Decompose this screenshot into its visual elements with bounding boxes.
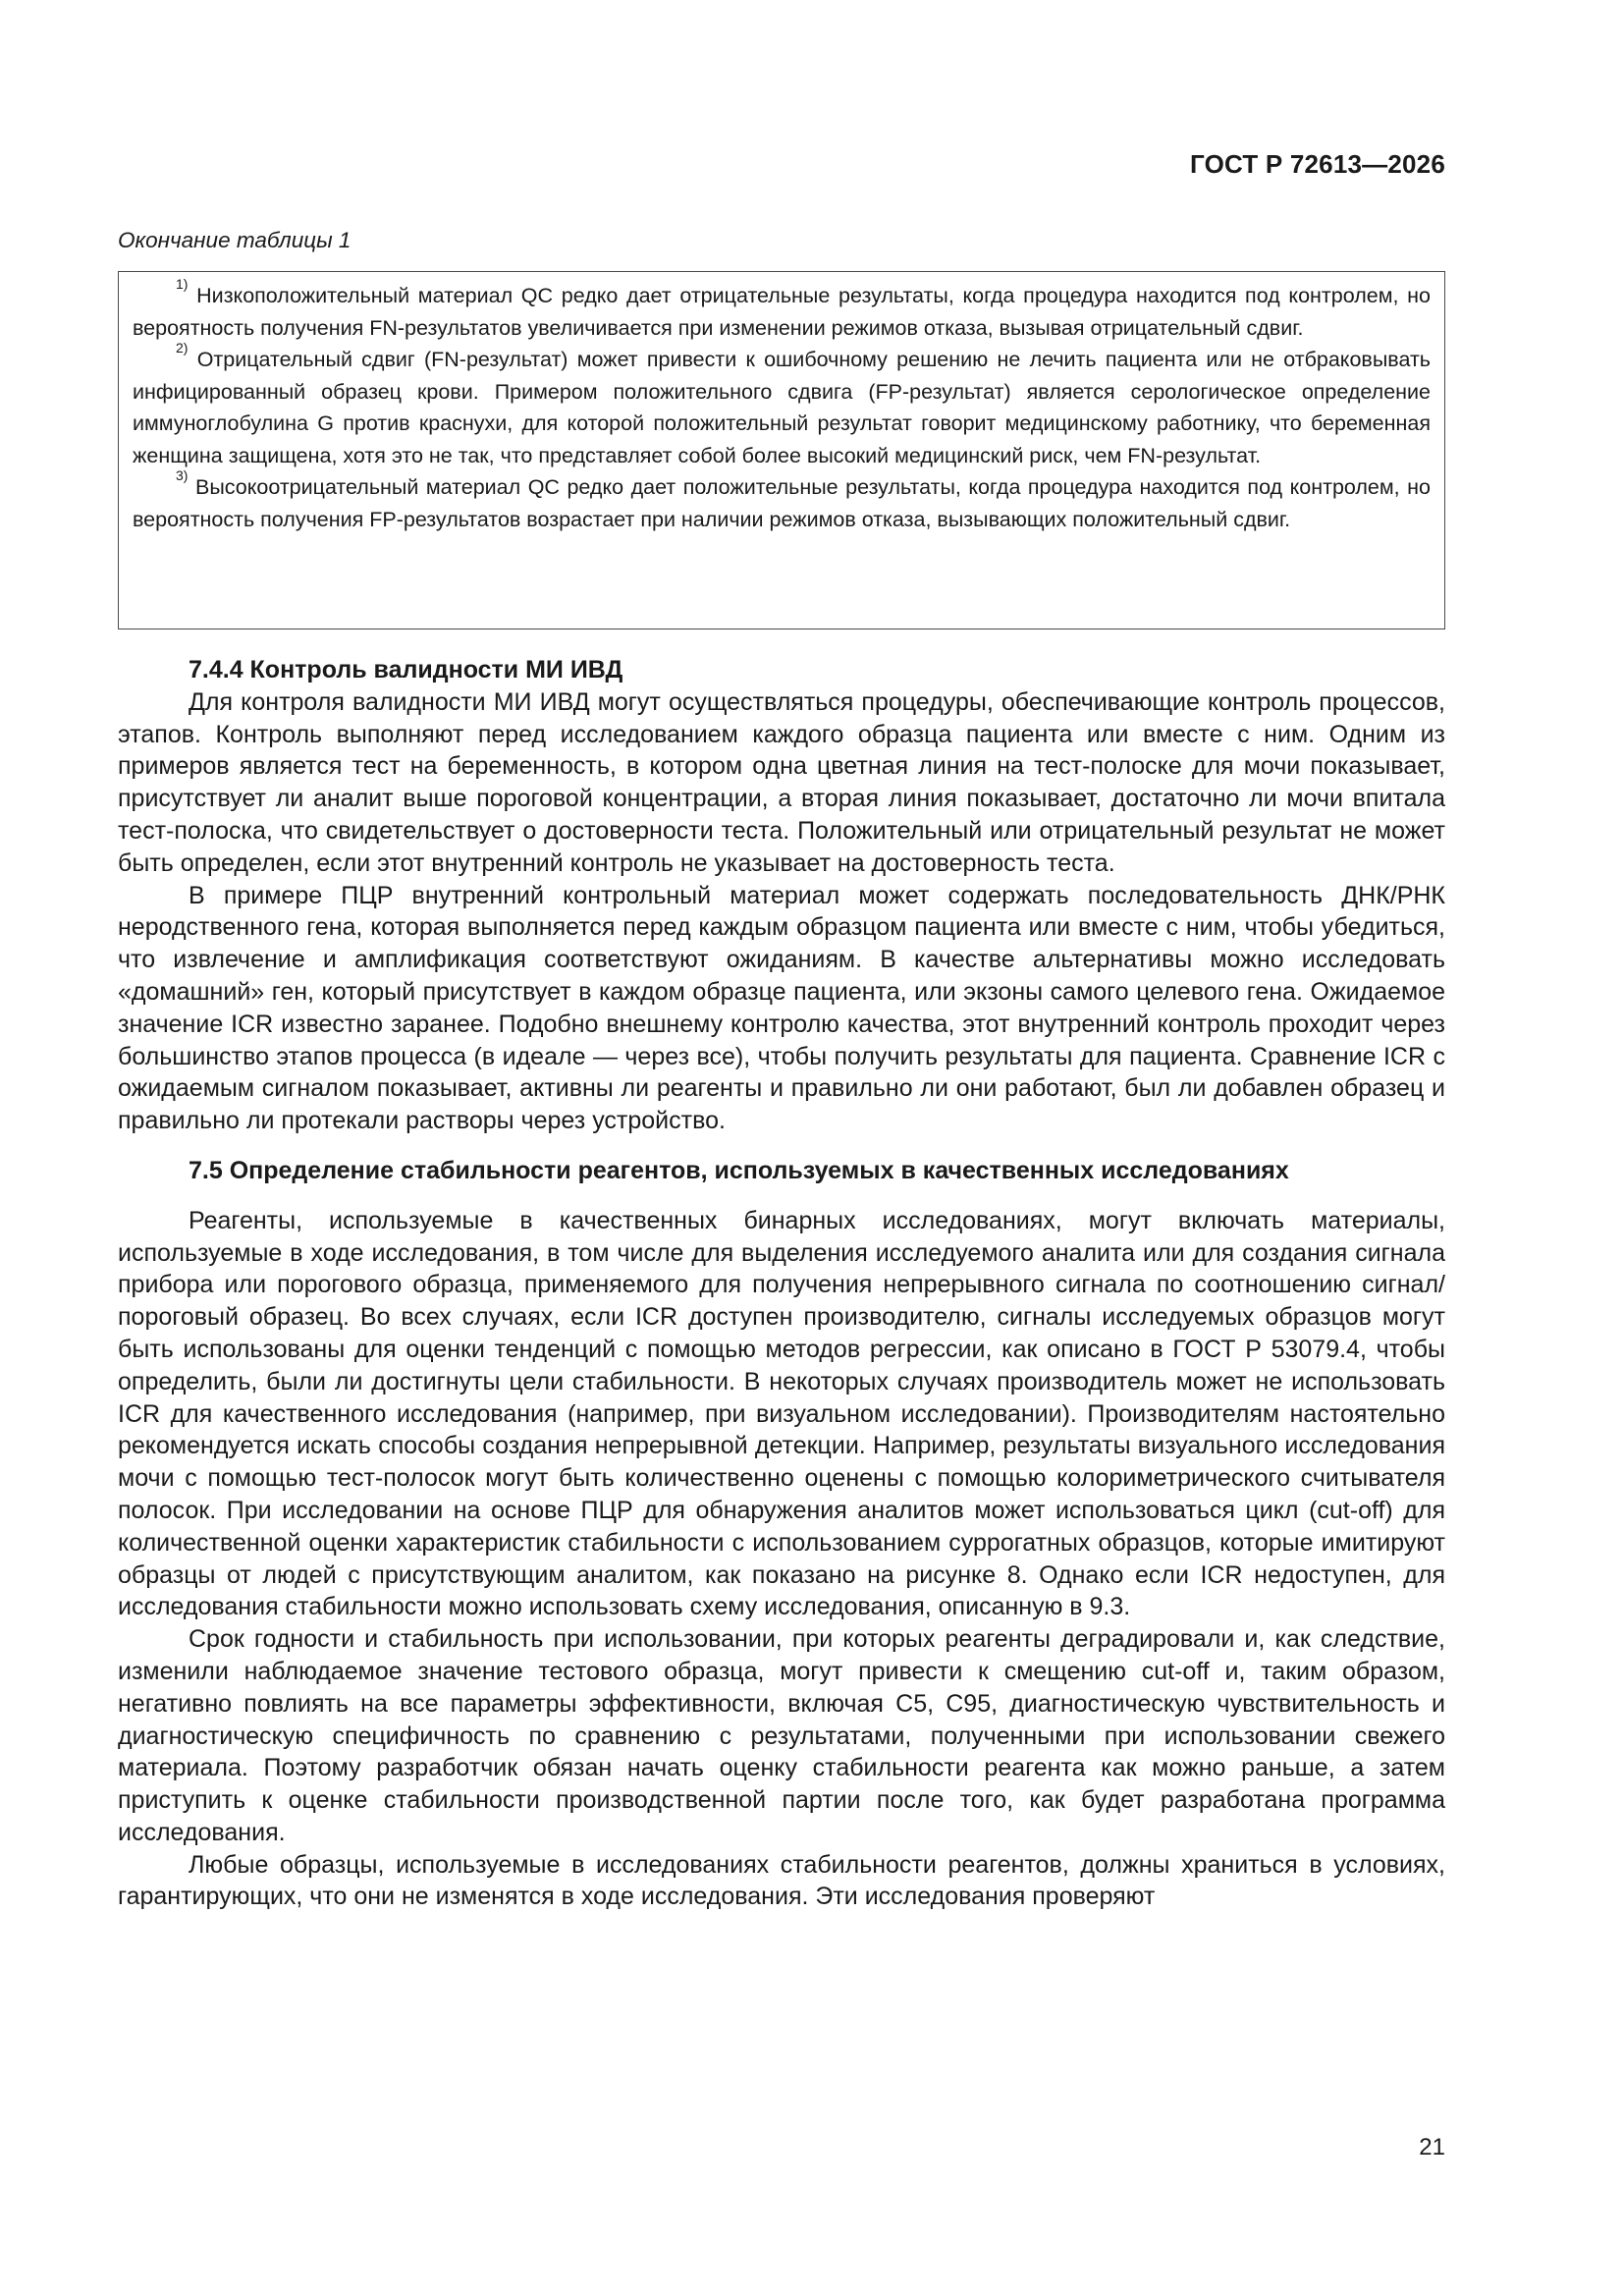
standard-code: ГОСТ Р 72613—2026 bbox=[1190, 149, 1445, 179]
footnote-text: Отрицательный сдвиг (FN-результат) может привести к ошибочному решению не лечить пациента или не отбраковывать инфицированный образец крови. Примером положительного сдвига (FP-результат) является серологическое определение иммуноглобулина G против краснухи, для которой положительный результат говорит медицинскому работнику, что беременная женщина защищена, хотя это не так, что представляет собой более высокий медицинский риск, чем FN-результат. bbox=[133, 348, 1431, 467]
footnote-1 bbox=[133, 276, 1431, 344]
section-heading-7-5: 7.5 Определение стабильности реагентов, используемых в качественных исследованиях bbox=[189, 1156, 1289, 1184]
footnote-marker: 2) bbox=[176, 340, 189, 355]
paragraph: В примере ПЦР внутренний контрольный материал может содержать последовательность ДНК/РНК неродственного гена, которая выполняется перед каждым образцом пациента или вместе с ним, чтобы убедиться, что извлечение и амплификация соответствуют ожиданиям. В качестве альтернативы можно исследовать «домашний» ген, который присутствует в каждом образце пациента, или экзоны самого целевого гена. Ожидаемое значение ICR известно заранее. Подобно внешнему контролю качества, этот внутренний контроль проходит через большинство этапов процесса (в идеале — через все), чтобы получить результаты для пациента. Сравнение ICR с ожидаемым сигналом показывает, активны ли реагенты и правильно ли они работают, был ли добавлен образец и правильно ли протекали растворы через устройство. bbox=[118, 881, 1445, 1135]
footnote-3 bbox=[133, 467, 1431, 535]
footnote-text: Низкоположительный материал QC редко дает отрицательные результаты, когда процедура находится под контролем, но вероятность получения FN-результатов увеличивается при изменении режимов отказа, вызывая отрицательный сдвиг. bbox=[133, 284, 1431, 340]
footnote-2 bbox=[133, 340, 1431, 471]
footnote-marker: 1) bbox=[176, 276, 189, 292]
paragraph: Реагенты, используемые в качественных бинарных исследованиях, могут включать материалы, используемые в ходе исследования, в том числе для выделения исследуемого аналита или для создания сигнала прибора или порогового образца, применяемого для получения непрерывного сигнала по соотношению сигнал/пороговый образец. Во всех случаях, если ICR доступен производителю, сигналы исследуемых образцов могут быть использованы для оценки тенденций с помощью методов регрессии, как описано в ГОСТ Р 53079.4, чтобы определить, были ли достигнуты цели стабильности. В некоторых случаях производитель может не использовать ICR для качественного исследования (например, при визуальном исследовании). Производителям настоятельно рекомендуется искать способы создания непрерывной детекции. Например, результаты визуального исследования мочи с помощью тест-полосок могут быть количественно оценены с помощью колориметрического считывателя полосок. При исследовании на основе ПЦР для обнаружения аналитов может использоваться цикл (cut-off) для количественной оценки характеристик стабильности с использованием суррогатных образцов, которые имитируют образцы от людей с присутствующим аналитом, как показано на рисунке 8. Однако если ICR недоступен, для исследования стабильности можно использовать схему исследования, описанную в 9.3. bbox=[118, 1206, 1445, 1621]
paragraph: Для контроля валидности МИ ИВД могут осуществляться процедуры, обеспечивающие контроль процессов, этапов. Контроль выполняют перед исследованием каждого образца пациента или вместе с ним. Одним из примеров является тест на беременность, в котором одна цветная линия на тест-полоске для мочи показывает, присутствует ли аналит выше пороговой концентрации, а вторая линия показывает, достаточно ли мочи впитала тест-полоска, что свидетельствует о достоверности теста. Положительный или отрицательный результат не может быть определен, если этот внутренний контроль не указывает на достоверность теста. bbox=[118, 687, 1445, 877]
page-number: 21 bbox=[1419, 2134, 1445, 2160]
paragraph: Любые образцы, используемые в исследованиях стабильности реагентов, должны храниться в условиях, гарантирующих, что они не изменятся в ходе исследования. Эти исследования проверяют bbox=[118, 1850, 1445, 1911]
footnote-text: Высокоотрицательный материал QC редко дает положительные результаты, когда процедура находится под контролем, но вероятность получения FP-результатов возрастает при наличии режимов отказа, вызывающих положительный сдвиг. bbox=[133, 475, 1431, 531]
footnote-marker: 3) bbox=[176, 467, 189, 483]
section-heading-7-4-4: 7.4.4 Контроль валидности МИ ИВД bbox=[189, 656, 623, 683]
paragraph: Срок годности и стабильность при использовании, при которых реагенты деградировали и, как следствие, изменили наблюдаемое значение тестового образца, могут привести к смещению cut-off и, таким образом, негативно повлиять на все параметры эффективности, включая C5, C95, диагностическую чувствительность и диагностическую специфичность по сравнению с результатами, полученными при использовании свежего материала. Поэтому разработчик обязан начать оценку стабильности реагента как можно раньше, а затем приступить к оценке стабильности производственной партии после того, как будет разработана программа исследования. bbox=[118, 1625, 1445, 1846]
table-footnotes-box bbox=[118, 271, 1445, 629]
table-continuation-label: Окончание таблицы 1 bbox=[118, 228, 352, 252]
main-content bbox=[118, 654, 1445, 1913]
